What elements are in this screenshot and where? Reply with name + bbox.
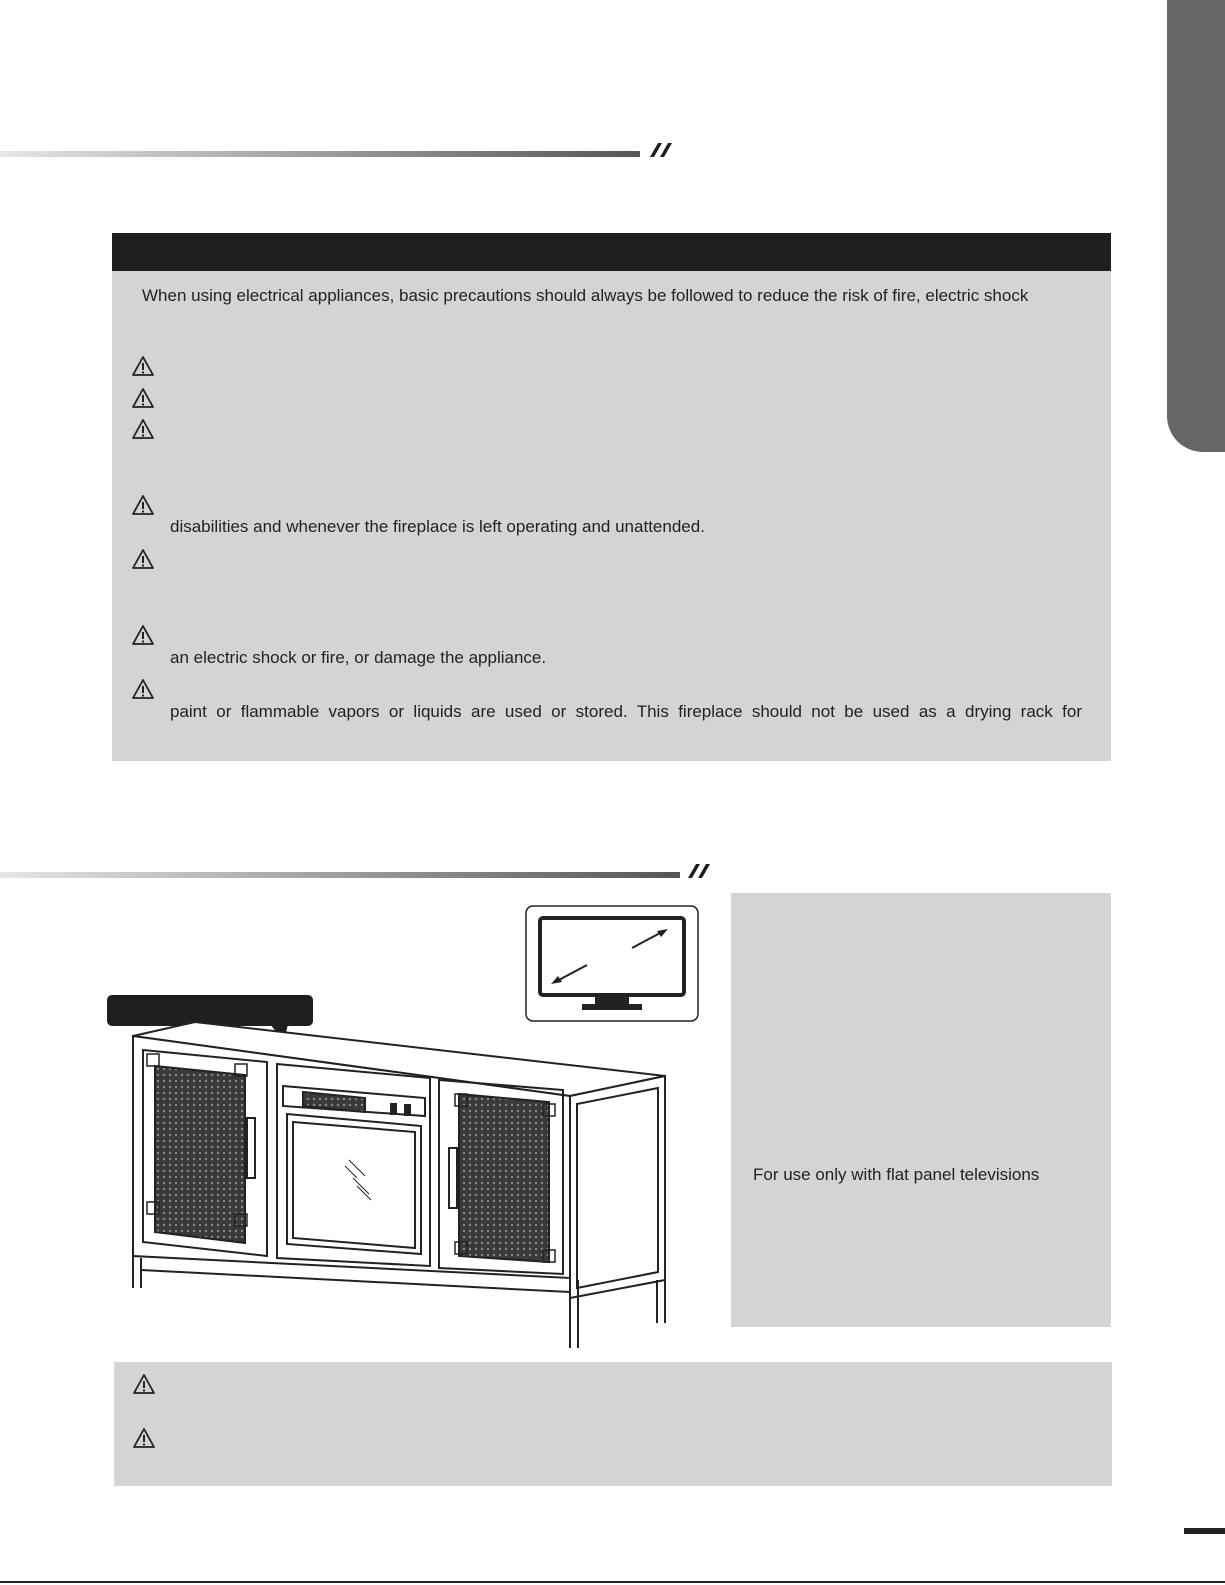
warning-6-text: an electric shock or fire, or damage the appliance.	[170, 648, 547, 667]
warning-triangle-icon	[132, 1427, 156, 1449]
tv-info-panel	[731, 893, 1111, 1327]
flat-panel-note: For use only with flat panel televisions	[753, 1165, 1040, 1184]
bottom-warning-panel	[114, 1362, 1112, 1486]
warning-4-text: disabilities and whenever the fireplace is left operating and unattended.	[170, 517, 705, 536]
warning-triangle-icon	[131, 387, 155, 409]
page-bottom-rule	[0, 1581, 1225, 1583]
section-side-tab	[1167, 0, 1225, 452]
section-divider-top	[0, 140, 680, 170]
warning-triangle-icon	[131, 355, 155, 377]
warning-triangle-icon	[131, 624, 155, 646]
safety-instructions-panel	[112, 271, 1111, 761]
warning-7-text: paint or flammable vapors or liquids are used or stored. This fireplace should not be used as a drying rack for	[170, 702, 1082, 721]
warning-triangle-icon	[131, 418, 155, 440]
warning-triangle-icon	[131, 678, 155, 700]
warning-triangle-icon	[131, 494, 155, 516]
warning-triangle-icon	[131, 548, 155, 570]
safety-panel-header	[112, 233, 1111, 271]
warning-triangle-icon	[132, 1373, 156, 1395]
page-number-mark	[1184, 1528, 1225, 1534]
fireplace-media-console-illustration	[125, 1018, 670, 1348]
intro-text: When using electrical appliances, basic precautions should always be followed to reduce the risk of fire, electric shock	[142, 286, 1029, 305]
section-divider-bottom	[0, 861, 720, 891]
television-diagonal-icon	[525, 905, 699, 1022]
